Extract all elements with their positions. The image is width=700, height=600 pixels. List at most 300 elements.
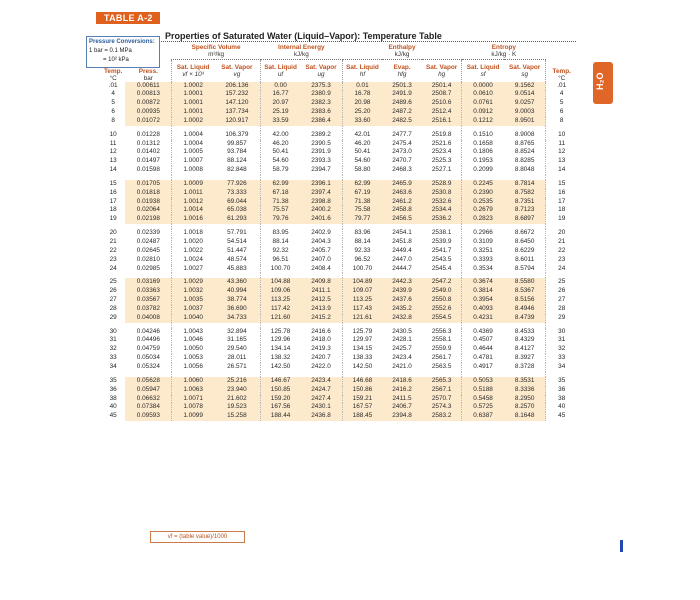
table-cell: 1.0008 [172,166,214,175]
table-cell: 2501.4 [422,82,462,91]
table-cell: 142.50 [342,363,382,372]
table-row [101,99,577,108]
table-row [101,229,577,238]
table-cell: 2552.6 [422,305,462,314]
table-cell: 2556.3 [431,327,452,335]
table-cell: 2473.0 [392,148,412,156]
table-cell: 42.01 [342,131,382,140]
table-cell: 1.0004 [172,131,214,140]
table-cell: 17 [109,197,117,205]
table-cell: 16 [109,188,117,196]
table-row [101,395,577,404]
table-cell: 25 [546,278,577,287]
table-row [101,256,577,265]
table-cell: 0.01 [342,82,382,91]
table-cell: 23 [546,256,577,265]
table-cell: 38 [546,395,577,404]
table-row [101,90,577,99]
table-cell: 0.00813 [125,90,171,99]
table-cell: 92.33 [342,247,382,256]
table-cell: 25.19 [260,108,300,117]
table-cell: 1.0046 [172,336,214,345]
table-cell: 8.1648 [504,412,546,421]
table-cell: 0.3534 [462,265,504,274]
table-cell: 40.994 [214,287,261,296]
table-cell: 88.14 [260,238,300,247]
table-cell: 0.02339 [136,229,160,237]
table-row [101,215,577,224]
table-cell: 125.78 [260,328,300,337]
table-cell: 2475.4 [392,139,412,147]
table-cell: 2458.8 [382,206,422,215]
table-cell: 8.7351 [504,198,546,207]
table-cell: 0.5725 [462,403,504,412]
table-cell: 8.7123 [504,206,546,215]
table-cell: 0.0912 [462,108,504,117]
table-cell: 20 [546,229,577,238]
table-cell: 206.136 [214,82,261,91]
table-cell: 159.21 [342,395,382,404]
table-cell: 8.4533 [514,327,535,335]
table-cell: 0.4507 [462,336,504,345]
table-cell: 0.4231 [462,314,504,323]
table-cell: 24 [546,265,577,274]
table-cell: 1.0005 [172,148,214,157]
table-cell: 1.0050 [172,345,214,354]
table-cell: 2420.7 [311,354,331,362]
table-cell: 43.360 [214,278,261,287]
table-cell: 4 [546,90,577,99]
table-cell: 0.01818 [125,189,171,198]
table-cell: 26 [546,287,577,296]
table-cell: 0.5053 [462,377,504,386]
table-cell: 2422.0 [311,362,331,370]
table-cell: 0.04246 [136,327,160,335]
table-row [101,108,577,117]
table-row [101,354,577,363]
table-cell: 26 [109,287,117,295]
footnote: vf = (table value)/1000 [150,531,245,543]
table-cell: 36 [109,385,117,393]
table-cell: 2430.1 [300,403,342,412]
table-cell: 35 [546,377,577,386]
table-cell: 0.01228 [136,130,160,138]
table-cell: 113.25 [260,296,300,305]
table-cell: 22 [109,246,117,254]
table-cell: 2402.9 [311,229,331,237]
table-cell: 22 [546,247,577,256]
table-row [101,180,577,189]
table-cell: 19.523 [214,403,261,412]
table-cell: 0.03169 [125,278,171,287]
table-cell: 75.57 [260,206,300,215]
table-cell: 0.4781 [462,354,504,363]
table-row [101,238,577,247]
table-cell: 0.04759 [136,345,160,353]
table-cell: 2418.6 [382,377,422,386]
table-cell: 48.574 [227,255,247,263]
table-cell: 2519.8 [431,130,452,138]
table-cell: 20.97 [260,99,300,108]
table-row [101,82,577,91]
table-cell: 8.7814 [504,180,546,189]
table-cell: 8.6011 [515,255,535,263]
table-cell: 99.857 [227,139,247,147]
table-cell: 2538.1 [431,229,452,237]
table-cell: 54.514 [227,238,247,245]
table-cell: 2400.2 [300,206,342,215]
table-cell: 14 [109,166,117,174]
table-cell: 2437.6 [382,296,422,305]
table-cell: 15 [546,180,577,189]
table-cell: 40 [546,403,577,412]
table-cell: 2558.1 [431,336,452,344]
table-cell: 36.690 [214,305,261,314]
col-uf: Sat. Liquid uf [260,60,300,82]
table-cell: 0.02198 [125,215,171,224]
table-cell: 24 [109,264,117,272]
table-cell: 1.0043 [172,328,214,337]
table-cell: 0.03363 [125,287,171,296]
table-cell: 67.18 [260,189,300,198]
table-row [101,412,577,421]
table-cell: 0.00935 [125,108,171,117]
table-cell: 2404.3 [311,238,331,245]
table-cell: 1.0020 [172,238,214,247]
table-cell: 54.60 [342,157,382,166]
table-cell: 147.120 [214,99,261,108]
table-cell: 2489.6 [382,99,422,108]
table-cell: 8.8765 [514,139,535,147]
col-sg: Sat. Vapor sg [509,64,541,79]
col-vg: Sat. Vapor vg [221,64,253,79]
table-cell: 2456.5 [382,215,422,224]
table-cell: 2391.9 [311,148,331,156]
table-cell: 0.00611 [125,82,171,91]
table-cell: 83.96 [342,229,382,238]
table-cell: 2527.1 [431,166,452,174]
table-cell: 6 [546,108,577,117]
table-cell: 2570.7 [422,395,462,404]
table-cell: 142.50 [260,363,300,372]
table-cell: 2534.4 [422,206,462,215]
table-cell: 2405.7 [311,246,331,254]
table-cell: 0.2535 [462,198,504,207]
table-cell: 32 [546,345,577,354]
table-cell: 1.0016 [172,215,214,224]
table-cell: 0.1510 [462,131,504,140]
table-cell: 0.0761 [462,99,504,108]
table-cell: 8.2570 [504,403,546,412]
table-cell: .01 [546,82,577,91]
table-cell: 2408.4 [311,264,331,272]
table-cell: 83.95 [260,229,300,238]
table-cell: 2528.9 [422,180,462,189]
table-cell: 11 [109,139,117,147]
table-cell: 2436.8 [300,412,342,421]
table-cell: 1.0078 [172,403,214,412]
table-cell: 2549.0 [422,287,462,296]
table-cell: 121.60 [260,314,300,323]
table-row [101,148,577,157]
table-cell: 2409.8 [300,278,342,287]
table-cell: 120.917 [214,117,261,126]
table-cell: 2401.6 [300,215,342,224]
table-cell: 38 [109,394,117,402]
table-cell: 1.0011 [172,189,214,198]
table-row [101,386,577,395]
table-row [101,377,577,386]
table-cell: 8.5580 [504,278,546,287]
table-cell: 0.3674 [462,278,504,287]
table-cell: 138.33 [342,354,382,363]
table-cell: 50.41 [342,148,382,157]
table-cell: 27 [109,296,117,304]
table-cell: 8.2950 [504,395,546,404]
table-cell: 8.9501 [504,117,546,126]
table-cell: 0.0000 [462,82,504,91]
table-cell: 35 [109,376,117,384]
table-cell: 2550.8 [422,296,462,305]
table-cell: 8.7582 [504,189,546,198]
table-cell: 33 [546,354,577,363]
table-cell: 46.20 [342,140,382,149]
table-cell: 0.3814 [462,287,504,296]
table-cell: 88.14 [342,238,382,247]
table-cell: 27 [546,296,577,305]
table-cell: 0.00872 [125,99,171,108]
table-cell: 2523.4 [431,148,452,156]
side-tab-h2o [593,62,613,104]
table-cell: 1.0018 [172,229,214,238]
table-cell: 14 [546,166,577,175]
table-cell: 0.05034 [136,354,160,362]
table-cell: 100.70 [260,265,300,274]
table-cell: 8.3336 [504,386,546,395]
table-cell: 33 [109,354,117,362]
table-cell: 167.56 [260,403,300,412]
table-cell: 96.52 [342,256,382,265]
table-cell: 54.60 [260,157,300,166]
table-cell: 1.0014 [172,206,214,215]
table-cell: 2418.0 [311,336,331,344]
table-cell: 28 [546,305,577,314]
table-cell: 2380.9 [300,90,342,99]
table-cell: 32 [109,345,117,353]
table-cell: 2411.1 [300,287,342,296]
col-hf: Sat. Liquid hf [342,60,382,82]
table-cell: 8.6229 [514,246,535,254]
table-cell: 31.165 [227,336,247,344]
table-cell: 2435.2 [382,305,422,314]
table-cell: 0.5458 [462,395,504,404]
table-cell: 4 [111,90,115,98]
table-cell: 8.5367 [504,287,546,296]
table-cell: 0.09593 [125,412,171,421]
table-cell: 17 [546,198,577,207]
table-cell: 40 [109,403,117,411]
table-row [101,206,577,215]
col-temp-right: Temp. °C [546,60,577,82]
table-cell: 117.43 [342,305,382,314]
table-cell: 8.3531 [504,377,546,386]
table-row [101,247,577,256]
table-cell: 8.5156 [504,296,546,305]
col-press: Press. bar [138,67,158,82]
table-cell: 34 [546,363,577,372]
table-cell: 2383.6 [300,108,342,117]
table-cell: 2565.3 [422,377,462,386]
table-cell: 2561.7 [431,354,452,362]
table-row [101,403,577,412]
table-cell: 0.1806 [462,148,504,157]
table-cell: 1.0060 [172,377,214,386]
table-cell: 2416.6 [311,327,331,335]
table-cell: 2545.4 [431,264,452,272]
table-cell: 8.4127 [514,345,535,353]
table-cell: 0.01938 [125,198,171,207]
table-cell: 100.70 [342,265,382,274]
table-cell: 9.0257 [504,99,546,108]
table-cell: 2574.3 [422,403,462,412]
table-cell: 2512.4 [422,108,462,117]
table-cell: 2521.6 [431,139,452,147]
table-cell: 20 [109,229,117,237]
table-cell: 1.0035 [172,296,214,305]
table-cell: 93.784 [227,148,247,156]
table-cell: 1.0004 [172,140,214,149]
table-cell: 106.379 [225,130,249,138]
table-row [101,345,577,354]
table-cell: 31 [109,336,117,344]
table-cell: 45.883 [227,264,247,272]
table-cell: 0.4644 [462,345,504,354]
table-cell: 146.67 [260,377,300,386]
table-cell: 0.3251 [462,247,504,256]
col-hfg: Evap. hfg [393,64,411,79]
table-cell: 19 [546,215,577,224]
table-cell: 2386.4 [300,117,342,126]
header-enthalpy: Enthalpy kJ/kg [342,44,462,60]
table-cell: 134.14 [260,345,300,354]
table-cell: 109.06 [260,287,300,296]
table-cell: 18 [546,206,577,215]
table-cell: 0.04496 [136,336,160,344]
table-row [101,117,577,126]
table-cell: 61.293 [214,215,261,224]
table-cell: 146.68 [342,377,382,386]
table-cell: 2563.5 [431,362,452,370]
table-cell: 2421.0 [392,362,412,370]
table-cell: 2394.8 [382,412,422,421]
header-specific-volume: Specific Volume m³/kg [172,44,261,60]
table-cell: 79.77 [342,215,382,224]
table-cell: 129.96 [260,336,300,345]
table-cell: 25.216 [214,377,261,386]
table-row [101,131,577,140]
table-cell: 0.05628 [125,377,171,386]
table-cell: 2382.3 [300,99,342,108]
table-cell: 2482.5 [382,117,422,126]
header-internal-energy: Internal Energy kJ/kg [260,44,342,60]
table-cell: 1.0024 [172,256,214,265]
table-row [101,336,577,345]
table-cell: 2423.4 [300,377,342,386]
table-cell: 0.1953 [462,157,504,166]
table-row [101,314,577,323]
table-cell: 20.98 [342,99,382,108]
table-cell: 8.3728 [514,362,535,370]
table-cell: 75.58 [342,206,382,215]
table-cell: 2432.8 [382,314,422,323]
table-cell: 13 [109,157,117,165]
table-title: Properties of Saturated Water (Liquid–Vapor): Temperature Table [165,31,442,41]
table-cell: 1.0056 [172,363,214,372]
table-cell: 0.04008 [125,314,171,323]
table-cell: 2394.7 [311,166,331,174]
table-cell: 2559.9 [431,345,452,353]
table-cell: 2396.1 [300,180,342,189]
table-cell: 29.540 [227,345,247,353]
table-cell: 2491.9 [382,90,422,99]
table-cell: 188.44 [260,412,300,421]
table-cell: 38.774 [214,296,261,305]
table-cell: 159.20 [260,395,300,404]
table-cell: 2415.2 [300,314,342,323]
table-cell: 13 [546,157,577,166]
col-sf: Sat. Liquid sf [462,60,504,82]
table-cell: 57.791 [227,229,247,237]
pressure-conversion-line-1: 1 bar = 0.1 MPa [89,48,132,54]
table-cell: 2413.9 [300,305,342,314]
table-cell: 8 [111,116,115,124]
table-cell: 8.3927 [514,354,535,362]
table-cell: 150.85 [260,386,300,395]
table-cell: 0.4917 [462,363,504,372]
table-cell: 0.3109 [462,238,504,247]
table-cell: 113.25 [342,296,382,305]
table-cell: 104.88 [260,278,300,287]
table-cell: 73.333 [214,189,261,198]
table-cell: 2539.9 [431,238,452,245]
table-cell: 157.232 [214,90,261,99]
table-cell: 88.124 [227,157,247,165]
table-cell: 8.5794 [514,264,535,272]
table-cell: 188.45 [342,412,382,421]
table-cell: 0.1212 [462,117,504,126]
table-cell: 96.51 [260,256,300,265]
table-cell: 25 [109,278,117,286]
table-cell: 1.0029 [172,278,214,287]
table-cell: 2424.7 [300,386,342,395]
table-cell: 28 [109,304,117,312]
table-cell: 8.4946 [504,305,546,314]
table-cell: 2541.7 [431,246,452,254]
table-cell: 28.011 [227,354,247,362]
table-cell: 0.2390 [462,189,504,198]
table-cell: 0.07384 [125,403,171,412]
table-cell: 0.0610 [462,90,504,99]
side-tab-label: H₂O [595,72,605,90]
table-cell: 0.02064 [125,206,171,215]
table-cell: 2477.7 [392,130,412,138]
table-cell: 15 [109,179,117,187]
table-cell: 29 [546,314,577,323]
table-cell: 0.01598 [136,166,160,174]
table-cell: 0.02985 [136,264,160,272]
table-cell: 117.42 [260,305,300,314]
table-cell: 92.32 [260,247,300,256]
